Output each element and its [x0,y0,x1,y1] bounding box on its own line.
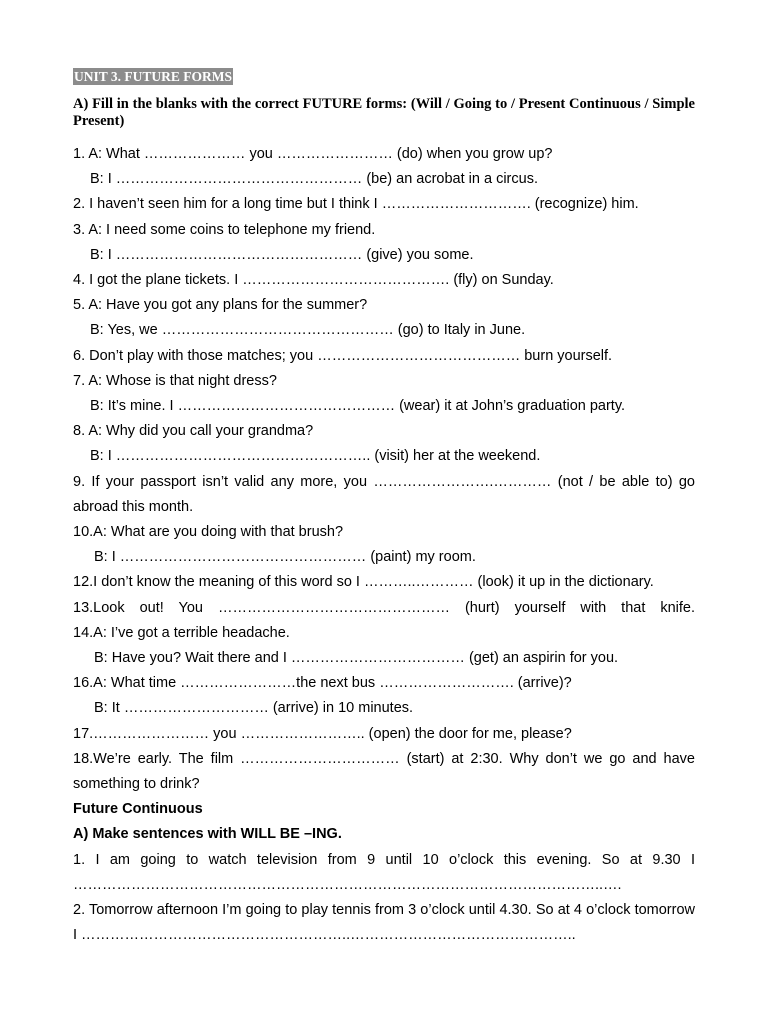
exercise-line: B: I …………………………………………… (be) an acrobat in a circus. [90,171,538,188]
exercise-line: B: It’s mine. I ……………………………………… (wear) it at John’s graduation party. [90,398,626,415]
exercise-line: 1. I am going to watch television from 9 until 10 o’clock this evening. So at 9.30 I ………………………………………………………………………………………………..…. [73,851,695,893]
exercise-line: B: I …………………………………………… (paint) my room. [94,549,476,566]
exercise-line: 3. A: I need some coins to telephone my friend. [73,221,376,238]
exercise-line: 2. Tomorrow afternoon I’m going to play tennis from 3 o’clock until 4.30. So at 4 o’clock tomorrow I ………………………………………………..……………………………………….. [73,902,695,944]
section-b-heading: A) Make sentences with WILL BE –ING. [73,826,342,843]
exercise-line: 10.A: What are you doing with that brush? [73,524,344,541]
exercise-line: 18.We’re early. The film …………………………… (start) at 2:30. Why don’t we go and have something to drink? [73,750,695,793]
exercise-line: B: I …………………………………………… (give) you some. [90,246,474,263]
exercise-line: 14.A: I’ve got a terrible headache. [73,624,290,641]
exercise-line: 17.…………………… you …………………….. (open) the door for me, please? [73,725,572,742]
exercise-line: 6. Don’t play with those matches; you …………………………………… burn yourself. [73,347,613,364]
worksheet-page [73,68,695,949]
exercise-line: B: I …………………………………………….. (visit) her at the weekend. [90,448,541,465]
exercise-list [73,142,695,949]
exercise-line: 5. A: Have you got any plans for the summer? [73,297,368,314]
exercise-line: 7. A: Whose is that night dress? [73,372,277,389]
exercise-line: B: Have you? Wait there and I ……………………………… (get) an aspirin for you. [94,650,619,667]
exercise-line: 8. A: Why did you call your grandma? [73,423,314,440]
exercise-line: B: Yes, we ………………………………………… (go) to Italy in June. [90,322,526,339]
section-a-heading: A) Fill in the blanks with the correct FUTURE forms: (Will / Going to / Present Continuous / Simple Present) [73,96,695,129]
unit-title: UNIT 3. FUTURE FORMS [74,69,233,84]
exercise-line: B: It ………………………… (arrive) in 10 minutes. [94,700,414,717]
exercise-line: 13.Look out! You ………………………………………… (hurt) yourself with that knife. [73,599,695,616]
exercise-line: 2. I haven’t seen him for a long time but I think I …………………………. (recognize) him. [73,196,639,213]
exercise-line: 12.I don’t know the meaning of this word so I ………..………… (look) it up in the dictionary. [73,574,654,591]
exercise-line: 4. I got the plane tickets. I ……………………………………. (fly) on Sunday. [73,272,554,289]
future-continuous-title: Future Continuous [73,801,203,818]
exercise-line: 9. If your passport isn’t valid any more, you …………………….………… (not / be able to) go abroad this month. [73,473,695,515]
exercise-line: 16.A: What time ……………………the next bus ………………………. (arrive)? [73,675,572,692]
exercise-line: 1. A: What ………………… you …………………… (do) when you grow up? [73,146,553,162]
